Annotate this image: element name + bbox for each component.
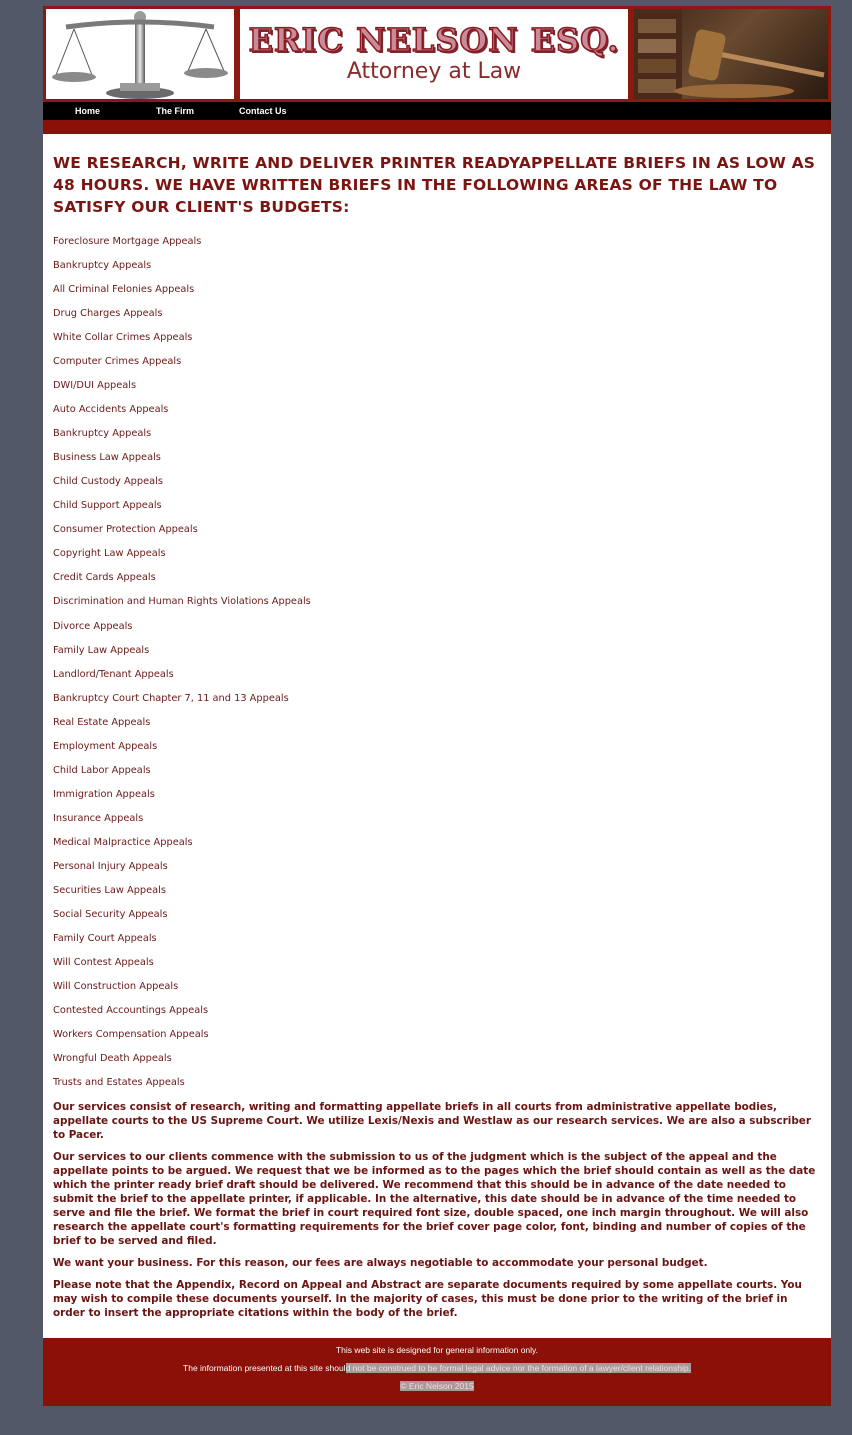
fees-paragraph: We want your business. For this reason, our fees are always negotiable to accommodate your personal budget. <box>53 1257 708 1270</box>
nav-the-firm[interactable]: The Firm <box>156 106 195 116</box>
list-item: Consumer Protection Appeals <box>53 524 198 536</box>
list-item: Computer Crimes Appeals <box>53 356 182 368</box>
list-item: Family Court Appeals <box>53 932 157 944</box>
list-item: All Criminal Felonies Appeals <box>53 284 195 296</box>
list-item: Landlord/Tenant Appeals <box>53 668 174 680</box>
footer-legal-line <box>43 1363 831 1373</box>
gavel-icon <box>634 9 828 99</box>
list-item: Personal Injury Appeals <box>53 860 168 872</box>
list-item: Drug Charges Appeals <box>53 308 163 320</box>
list-item: Bankruptcy Appeals <box>53 428 152 440</box>
footer-legal-text-selected: d not be construed to be formal legal advice nor the formation of a lawyer/client relationship. <box>345 1363 691 1373</box>
list-item: Child Labor Appeals <box>53 764 151 776</box>
list-item: Wrongful Death Appeals <box>53 1053 172 1065</box>
list-item: Trusts and Estates Appeals <box>53 1077 185 1089</box>
site-footer <box>43 1338 831 1406</box>
list-item: Foreclosure Mortgage Appeals <box>53 236 202 247</box>
list-item: Contested Accountings Appeals <box>53 1005 209 1016</box>
list-item: Social Security Appeals <box>53 908 168 920</box>
site-header <box>43 6 831 102</box>
list-item: Securities Law Appeals <box>53 884 166 896</box>
list-item: Divorce Appeals <box>53 620 133 632</box>
services-paragraph: Our services consist of research, writing and formatting appellate briefs in all courts from administrative appellate bodies, appellate courts to the US Supreme Court. We utilize Lexis/Nexis and Westlaw as our research services. We are also a subscriber to Pacer. <box>53 1101 811 1142</box>
list-item: Credit Cards Appeals <box>53 572 156 584</box>
list-item: Business Law Appeals <box>53 452 161 464</box>
list-item: Copyright Law Appeals <box>53 548 166 560</box>
appendix-note-paragraph: Please note that the Appendix, Record on Appeal and Abstract are separate documents required by some appellate courts. You may wish to compile these documents yourself. In the majority of cases, this must be done prior to the writing of the brief in order to insert the appropriate citations within the body of the brief. <box>53 1279 802 1320</box>
brand-banner <box>240 9 628 99</box>
list-item: Employment Appeals <box>53 740 158 752</box>
main-content <box>53 152 821 1328</box>
list-item: Will Contest Appeals <box>53 956 154 968</box>
list-item: DWI/DUI Appeals <box>53 380 137 392</box>
list-item: Auto Accidents Appeals <box>53 404 169 416</box>
list-item: White Collar Crimes Appeals <box>53 332 193 344</box>
list-item: Workers Compensation Appeals <box>53 1029 209 1041</box>
list-item: Medical Malpractice Appeals <box>53 836 193 848</box>
process-paragraph: Our services to our clients commence with the submission to us of the judgment which is the subject of the appeal and the appellate points to be argued. We request that we be informed as to the pages which the brief should contain as well as the date which the printer ready brief draft should be delivered. We recommend that this should be in advance of the date needed to submit the brief to the appellate printer, if applicable. In the alternative, this date should be in advance of the time needed to serve and file the brief. We format the brief in court required font size, double spaced, one inch margin throughout. We will also research the appellate court's formatting requirements for the brief cover page color, font, binding and number of copies of the brief to be served and filed. <box>53 1151 816 1248</box>
page <box>43 6 831 1406</box>
footer-copyright <box>43 1381 831 1391</box>
practice-areas-list <box>53 230 821 1095</box>
list-item: Insurance Appeals <box>53 812 144 824</box>
nav-divider-bar <box>43 120 831 134</box>
brand-name: ERIC NELSON ESQ. <box>248 21 620 59</box>
list-item: Bankruptcy Appeals <box>53 260 152 272</box>
nav-home[interactable]: Home <box>75 106 101 116</box>
nav-contact-us[interactable]: Contact Us <box>239 106 287 116</box>
scales-of-justice-icon <box>46 9 234 99</box>
list-item: Child Support Appeals <box>53 500 162 512</box>
footer-disclaimer-line: This web site is designed for general information only. <box>335 1345 539 1355</box>
brand-subtitle: Attorney at Law <box>346 59 522 84</box>
list-item: Immigration Appeals <box>53 788 155 800</box>
footer-legal-text: The information presented at this site shoul <box>183 1363 346 1373</box>
list-item: Family Law Appeals <box>53 644 150 656</box>
page-headline: WE RESEARCH, WRITE AND DELIVER PRINTER READYAPPELLATE BRIEFS IN AS LOW AS 48 HOURS. WE HAVE WRITTEN BRIEFS IN THE FOLLOWING AREAS OF THE LAW TO SATISFY OUR CLIENT'S BUDGETS: <box>53 154 816 216</box>
list-item: Real Estate Appeals <box>53 716 151 728</box>
list-item: Bankruptcy Court Chapter 7, 11 and 13 Appeals <box>53 692 289 704</box>
list-item: Discrimination and Human Rights Violations Appeals <box>53 596 311 608</box>
list-item: Child Custody Appeals <box>53 476 163 488</box>
copyright-text: © Eric Nelson 2015 <box>400 1381 474 1391</box>
main-nav <box>43 102 831 120</box>
list-item: Will Construction Appeals <box>53 980 179 992</box>
